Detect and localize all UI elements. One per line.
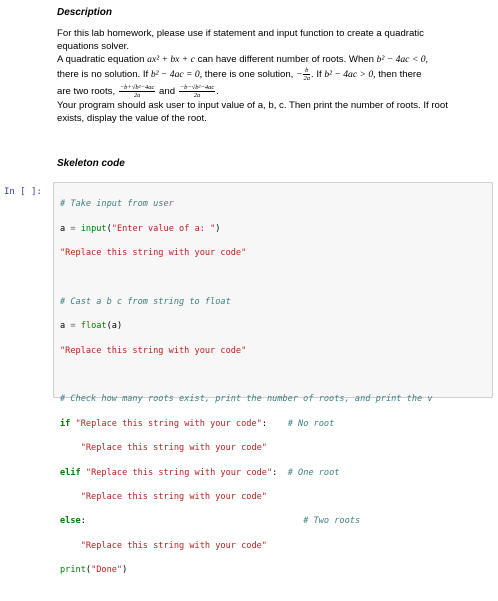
- code-line: a = input("Enter value of a: "): [60, 223, 221, 234]
- code-line: "Replace this string with your code": [80, 492, 267, 503]
- code-cell[interactable]: [53, 182, 493, 576]
- code-line: "Replace this string with your code": [80, 443, 267, 454]
- code-line: if "Replace this string with your code": # No root: [60, 418, 335, 429]
- code-line: print("Done"): [60, 565, 128, 576]
- code-line: # Cast a b c from string to float: [60, 296, 231, 307]
- code-line: else: # Two roots: [60, 516, 361, 527]
- code-editor[interactable]: [60, 186, 433, 601]
- description-text: For this lab homework, please use if statement and input function to create a quadratic equations solver. A quadratic equation ax² + bx + c can have different number of roots. When b² − 4ac < 0, there is no solution. If b² − 4ac = 0, there is one solution, − $\frac{b}{2a}$ . If b² − 4ac > 0, then there are two roots, $\frac{\text{−b+√b²−4ac}}{2a}$ and $\frac{\text{−b−√b²−4ac}}{2a}$ . Your program should ask user to input value of a, b, c. Then print the number of roots. If root exists, display the value of the root.: [57, 28, 448, 124]
- code-line: a = float(a): [60, 321, 123, 332]
- skeleton-heading: Skeleton code: [57, 158, 125, 169]
- code-line: # Check how many roots exist, print the number of roots, and print the v: [60, 394, 433, 405]
- code-line: # Take input from user: [60, 199, 174, 210]
- code-line: "Replace this string with your code": [60, 345, 247, 356]
- code-line: "Replace this string with your code": [80, 540, 267, 551]
- description-heading: Description: [57, 7, 113, 18]
- code-line: elif "Replace this string with your code": # One root: [60, 467, 340, 478]
- cell-prompt: In [ ]:: [4, 187, 42, 197]
- code-line: "Replace this string with your code": [60, 248, 247, 259]
